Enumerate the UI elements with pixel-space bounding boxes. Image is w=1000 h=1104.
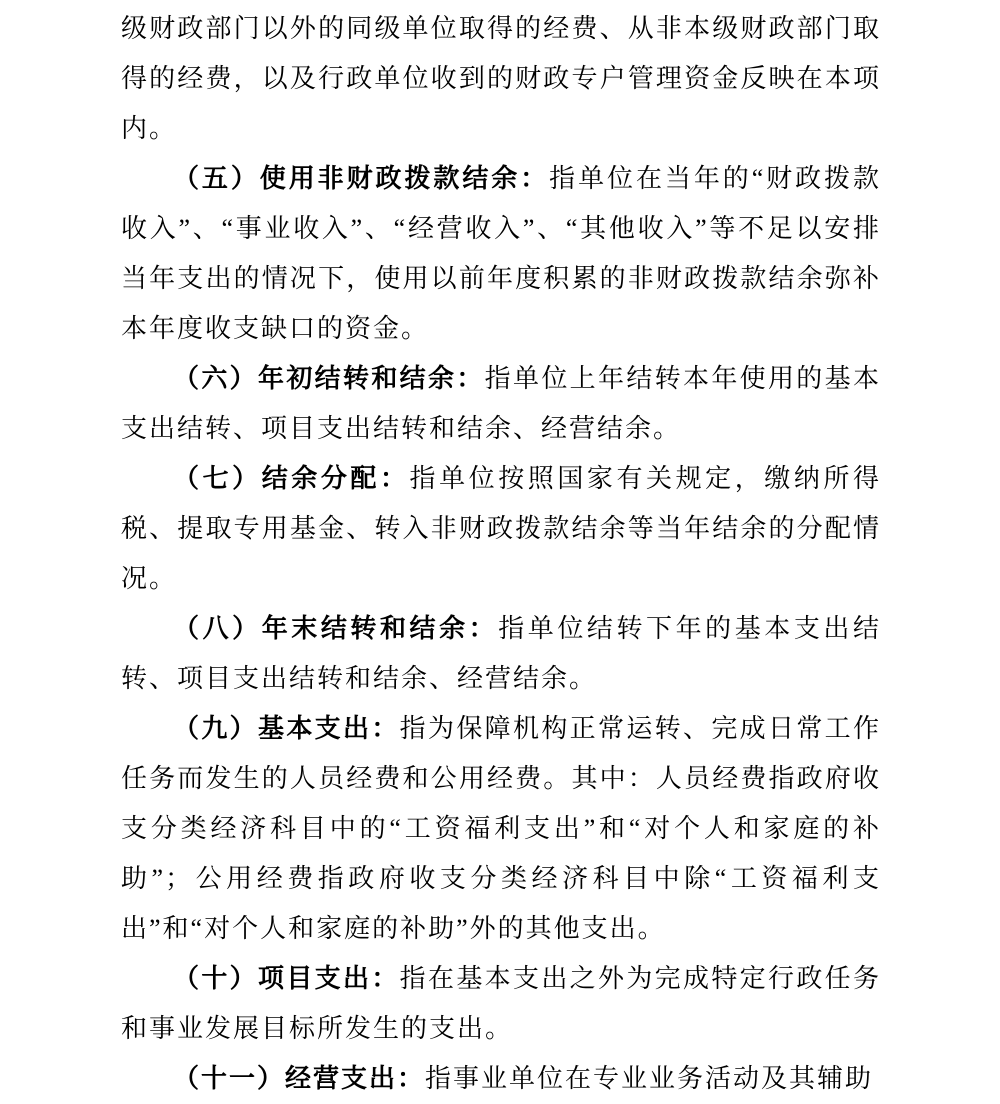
- paragraph-body: 指为保障机构正常运转、完成日常工作任务而发生的人员经费和公用经费。其中：人员经费指政府收支分类经济科目中的“工资福利支出”和“对个人和家庭的补助”；公用经费指政府收支分类经济科目中除“工资福利支出”和“对个人和家庭的补助”外的其他支出。: [121, 714, 881, 943]
- paragraph-section-9: [121, 704, 881, 954]
- section-heading: （九）基本支出：: [173, 714, 400, 743]
- paragraph-body: 指事业单位在专业业务活动及其辅助: [425, 1064, 874, 1093]
- paragraph-body: 指单位在当年的“财政拨款收入”、“事业收入”、“经营收入”、“其他收入”等不足以安排当年支出的情况下，使用以前年度积累的非财政拨款结余弥补本年度收支缺口的资金。: [121, 164, 881, 343]
- paragraph-section-10: [121, 954, 881, 1054]
- paragraph-body: 指单位按照国家有关规定，缴纳所得税、提取专用基金、转入非财政拨款结余等当年结余的分配情况。: [121, 464, 881, 593]
- section-heading: （八）年末结转和结余：: [173, 614, 499, 643]
- section-heading: （六）年初结转和结余：: [173, 364, 485, 393]
- paragraph-section-11: [121, 1054, 881, 1104]
- section-heading: （五）使用非财政拨款结余：: [173, 164, 550, 193]
- paragraph-section-7: [121, 454, 881, 604]
- section-heading: （七）结余分配：: [173, 464, 410, 493]
- paragraph-body: 指单位结转下年的基本支出结转、项目支出结转和结余、经营结余。: [121, 614, 881, 693]
- paragraph-body: 级财政部门以外的同级单位取得的经费、从非本级财政部门取得的经费，以及行政单位收到的财政专户管理资金反映在本项内。: [121, 14, 881, 143]
- paragraph-section-5: [121, 154, 881, 354]
- section-heading: （十一）经营支出：: [173, 1064, 426, 1093]
- paragraph-section-6: [121, 354, 881, 454]
- document-text-block: [121, 4, 881, 1104]
- paragraph-section-8: [121, 604, 881, 704]
- paragraph-continuation: [121, 4, 881, 154]
- paragraph-body: 指单位上年结转本年使用的基本支出结转、项目支出结转和结余、经营结余。: [121, 364, 881, 443]
- section-heading: （十）项目支出：: [173, 964, 400, 993]
- paragraph-body: 指在基本支出之外为完成特定行政任务和事业发展目标所发生的支出。: [121, 964, 881, 1043]
